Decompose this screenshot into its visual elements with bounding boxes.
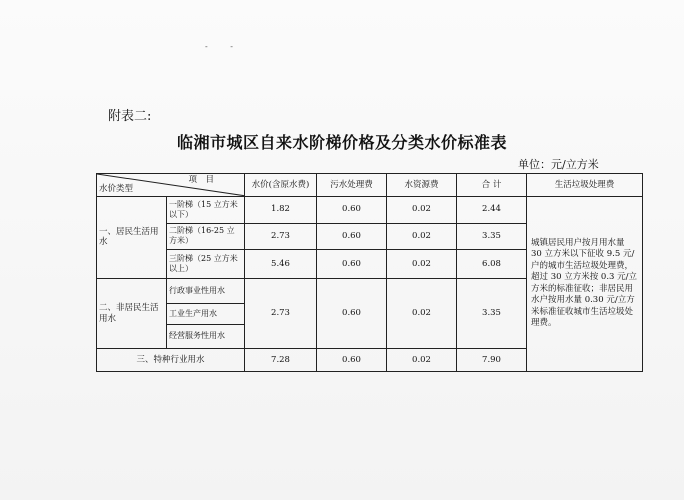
special-category: 三、特种行业用水 [97,349,245,372]
non-res-price: 2.73 [245,279,317,349]
page-title: 临湘市城区自来水阶梯价格及分类水价标准表 [176,133,507,152]
header-row [97,174,643,197]
tier-sewage: 0.60 [317,196,387,223]
tier-total: 3.35 [457,223,527,250]
item-name: 工业生产用水 [167,303,245,324]
unit-label: 单位：元/立方米 [518,158,599,171]
header-price: 水价(含原水费) [245,174,317,197]
header-resource: 水资源费 [387,174,457,197]
header-garbage: 生活垃圾处理费 [527,174,643,197]
diag-bottom-label: 水价类型 [99,184,134,195]
diagonal-header-cell [97,174,245,197]
annex-label: 附表二: [108,109,152,124]
tier-sewage: 0.60 [317,223,387,250]
special-total: 7.90 [457,349,527,372]
item-name: 行政事业性用水 [167,279,245,304]
residential-category: 一、居民生活用水 [97,196,167,279]
tier-total: 6.08 [457,250,527,279]
tier-price: 1.82 [245,196,317,223]
tier-price: 5.46 [245,250,317,279]
garbage-fee-note: 城镇居民用户按月用水量 30 立方米以下征收 9.5 元/户的城市生活垃圾处理费，超过 30 立方米按 0.3 元/立方米的标准征收；非居民用水户按用水量 0.30 元/立方米标准征收城市生活垃圾处理费。 [527,196,643,371]
tier-sewage: 0.60 [317,250,387,279]
special-sewage: 0.60 [317,349,387,372]
tier-resource: 0.02 [387,223,457,250]
non-res-resource: 0.02 [387,279,457,349]
tier-name: 三阶梯（25 立方米以上） [167,250,245,279]
special-price: 7.28 [245,349,317,372]
diag-top-label: 项 目 [188,175,214,185]
non-res-total: 3.35 [457,279,527,349]
tier-resource: 0.02 [387,196,457,223]
special-resource: 0.02 [387,349,457,372]
water-price-table [96,173,643,372]
scan-marks: - - [205,42,243,51]
non-res-sewage: 0.60 [317,279,387,349]
table-row [97,196,643,223]
item-name: 经营服务性用水 [167,324,245,349]
tier-resource: 0.02 [387,250,457,279]
tier-name: 二阶梯（16-25 立方米） [167,223,245,250]
tier-name: 一阶梯（15 立方米以下） [167,196,245,223]
tier-total: 2.44 [457,196,527,223]
tier-price: 2.73 [245,223,317,250]
non-residential-category: 二、非居民生活用水 [97,279,167,349]
header-total: 合 计 [457,174,527,197]
header-sewage: 污水处理费 [317,174,387,197]
